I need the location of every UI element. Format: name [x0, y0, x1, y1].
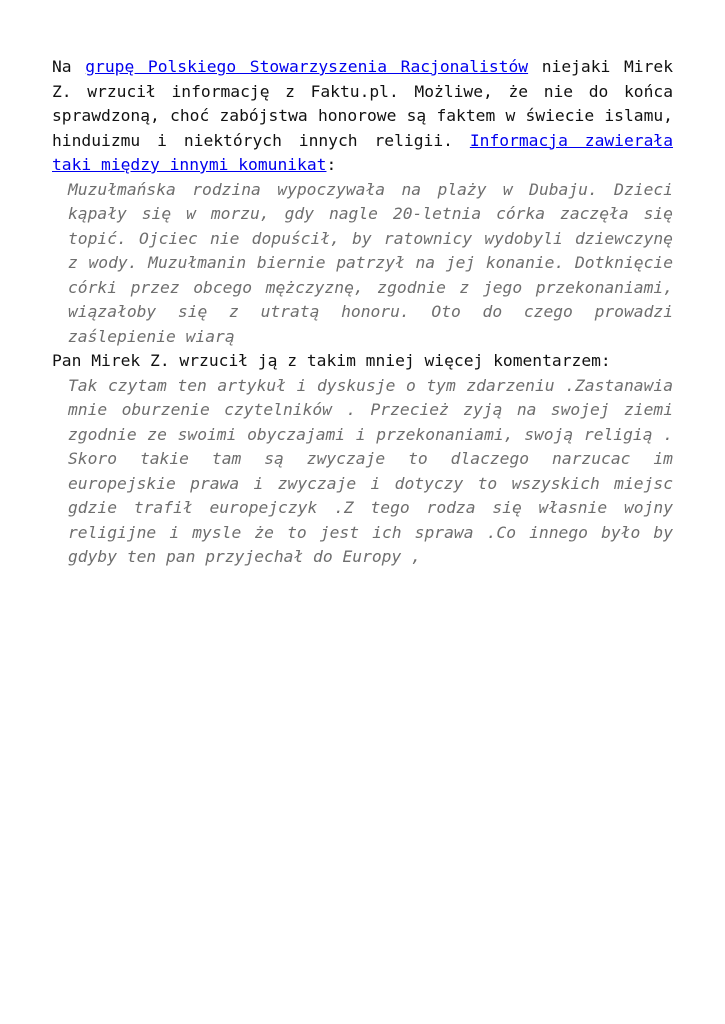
racjonalisci-group-link[interactable]: grupę Polskiego Stowarzyszenia Racjonalistów — [85, 57, 529, 76]
intro-text-start: Na — [52, 57, 86, 76]
intro-paragraph — [52, 55, 673, 178]
intro-text-end: : — [326, 155, 337, 174]
information-source-link[interactable]: Informacja zawierała taki między innymi komunikat — [52, 130, 673, 174]
article-body — [52, 55, 673, 570]
intro-text-middle: niejaki Mirek Z. wrzucił informację z Faktu.pl. Możliwe, że nie do końca sprawdzoną, choć zabójstwa honorowe są faktem w świecie islamu, hinduizmu i niektórych innych religii. — [52, 57, 673, 150]
news-quote: Muzułmańska rodzina wypoczywała na plaży w Dubaju. Dzieci kąpały się w morzu, gdy nagle 20-letnia córka zaczęła się topić. Ojciec nie dopuścił, by ratownicy wydobyli dziewczynę z wody. Muzułmanin biernie patrzył na jej konanie. Dotknięcie córki przez obcego mężczyznę, zgodnie z jego przekonaniami, wiązałoby się z utratą honoru. Oto do czego prowadzi zaślepienie wiarą — [68, 179, 673, 346]
comment-quote: Tak czytam ten artykuł i dyskusje o tym zdarzeniu .Zastanawia mnie oburzenie czytelników . Przecież zyją na swojej ziemi zgodnie ze swoimi obyczajami i przekonaniami, swoją religią . Skoro takie tam są zwyczaje to dlaczego narzucac im europejskie prawa i zwyczaje i dotyczy to wszyskich miejsc gdzie trafił europejczyk .Z tego rodza się własnie wojny religijne i mysle że to jest ich sprawa .Co innego było by gdyby ten pan przyjechał do Europy , — [68, 375, 673, 566]
comment-intro-paragraph: Pan Mirek Z. wrzucił ją z takim mniej więcej komentarzem: — [52, 351, 611, 370]
